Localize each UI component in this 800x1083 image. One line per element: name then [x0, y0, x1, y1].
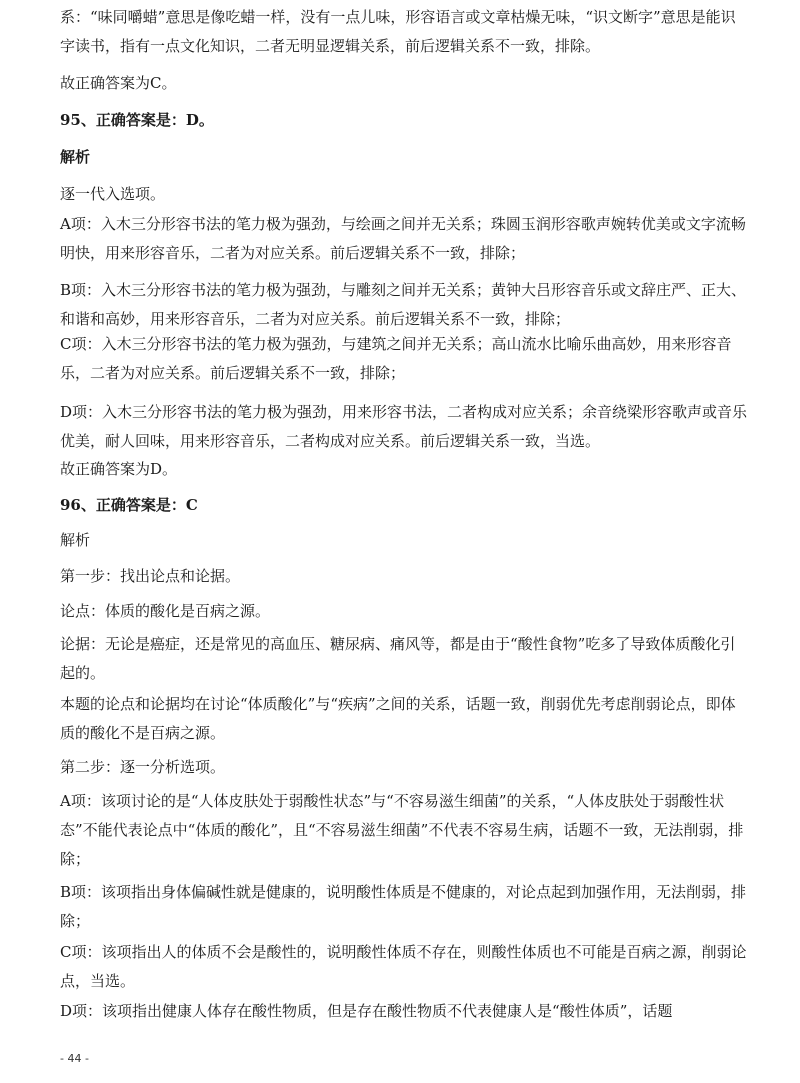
option-d-96: D项：该项指出健康人体存在酸性物质，但是存在酸性物质不代表健康人是“酸性体质”，话题: [60, 1002, 673, 1020]
analysis-heading-95: 解析: [60, 148, 91, 166]
option-b-95: B项：入木三分形容书法的笔力极为强劲，与雕刻之间并无关系；黄钟大吕形容音乐或文辞庄严、正大、和谐和高妙，用来形容音乐，二者为对应关系。前后逻辑关系不一致，排除；: [60, 281, 747, 328]
paragraph-0: 系：“味同嚼蜡”意思是像吃蜡一样，没有一点儿味，形容语言或文章枯燥无味，“识文断字”意思是能识字读书，指有一点文化知识，二者无明显逻辑关系，前后逻辑关系不一致，排除。: [60, 8, 736, 55]
paragraph-9: 故正确答案为D。: [60, 460, 178, 478]
paragraph-15: 本题的论点和论据均在讨论“体质酸化”与“疾病”之间的关系，话题一致，削弱优先考虑削弱论点，即体质的酸化不是百病之源。: [60, 695, 736, 742]
option-a-95: A项：入木三分形容书法的笔力极为强劲，与绘画之间并无关系；珠圆玉润形容歌声婉转优美或文字流畅明快，用来形容音乐，二者为对应关系。前后逻辑关系不一致，排除；: [60, 215, 746, 262]
paragraph-1: 故正确答案为C。: [60, 74, 177, 92]
step-two: 第二步：逐一分析选项。: [60, 758, 226, 776]
option-c-95: C项：入木三分形容书法的笔力极为强劲，与建筑之间并无关系；高山流水比喻乐曲高妙，用来形容音乐，二者为对应关系。前后逻辑关系不一致，排除；: [60, 335, 732, 382]
paragraph-4: 逐一代入选项。: [60, 185, 166, 203]
argument-evidence: 论据：无论是癌症，还是常见的高血压、糖尿病、痛风等，都是由于“酸性食物”吃多了导致体质酸化引起的。: [60, 635, 736, 682]
step-one: 第一步：找出论点和论据。: [60, 567, 241, 585]
analysis-heading-96: 解析: [60, 531, 91, 549]
argument-point: 论点：体质的酸化是百病之源。: [60, 602, 271, 620]
question-96-answer: 96、正确答案是：C: [60, 496, 198, 514]
option-b-96: B项：该项指出身体偏碱性就是健康的，说明酸性体质是不健康的，对论点起到加强作用，无法削弱，排除；: [60, 883, 747, 930]
option-a-96: A项：该项讨论的是“人体皮肤处于弱酸性状态”与“不容易滋生细菌”的关系，“人体皮肤处于弱酸性状态”不能代表论点中“体质的酸化”，且“不容易滋生细菌”不代表不容易生病，话题不一致，无法削弱，排除；: [60, 792, 744, 868]
option-d-95: D项：入木三分形容书法的笔力极为强劲，用来形容书法，二者构成对应关系；余音绕梁形容歌声或音乐优美，耐人回味，用来形容音乐，二者构成对应关系。前后逻辑关系一致，当选。: [60, 403, 748, 450]
page-number: - 44 -: [60, 1052, 89, 1065]
question-95-answer: 95、正确答案是：D。: [60, 111, 214, 129]
option-c-96: C项：该项指出人的体质不会是酸性的，说明酸性体质不存在，则酸性体质也不可能是百病之源，削弱论点，当选。: [60, 943, 747, 990]
